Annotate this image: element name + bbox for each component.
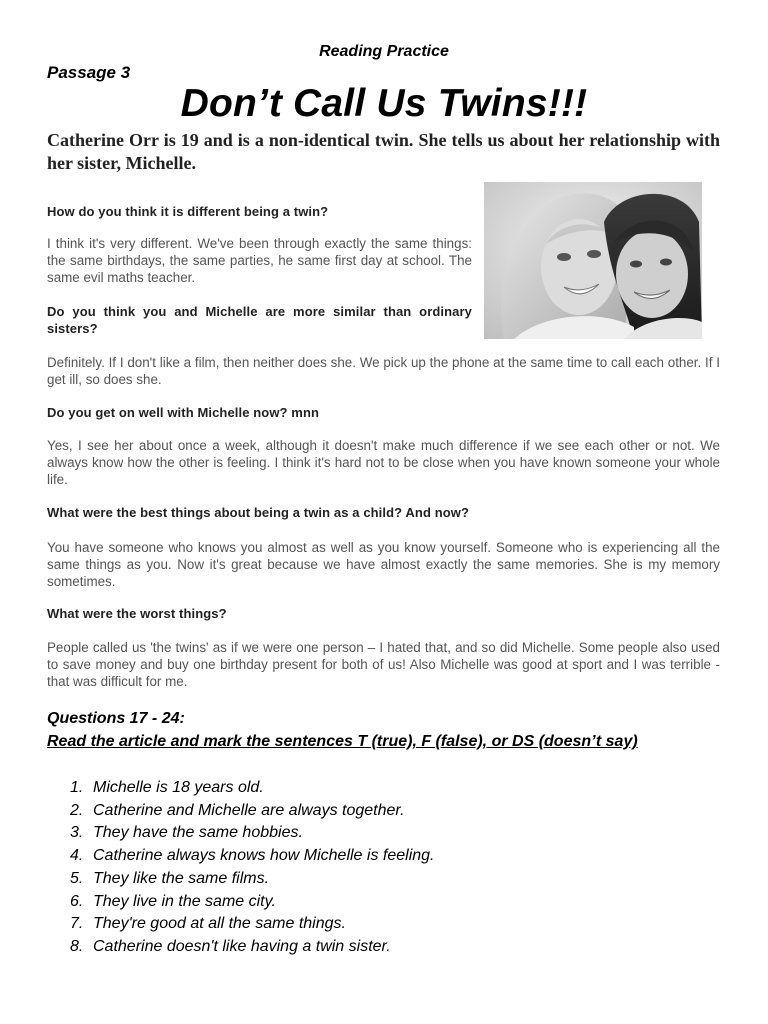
question-item [70,822,435,845]
question-number: 6. [70,892,84,910]
question-item [70,936,435,959]
interview-question-3: Do you get on well with Michelle now? mnn [47,405,320,420]
question-item [70,777,435,800]
header-title: Reading Practice [319,43,449,60]
question-text: They like the same films. [93,869,270,887]
question-number: 5. [70,869,84,887]
interview-question-4: What were the best things about being a twin as a child? And now? [47,505,470,520]
interview-question-2: Do you think you and Michelle are more similar than ordinary sisters? [47,304,472,336]
twin-sisters-photo [484,182,702,339]
passage-label: Passage 3 [47,63,131,82]
question-text: They're good at all the same things. [93,915,346,933]
article-intro: Catherine Orr is 19 and is a non-identical twin. She tells us about her relationship with her sister, Michelle. [47,130,720,173]
question-item [70,868,435,891]
question-text: Michelle is 18 years old. [93,779,264,796]
interview-question-1: How do you think it is different being a twin? [47,204,329,219]
question-number: 8. [70,937,84,955]
interview-answer-2: Definitely. If I don't like a film, then neither does she. We pick up the phone at the same time to call each other. If I get ill, so does she. [47,355,720,387]
question-text: They live in the same city. [93,892,276,910]
question-number: 4. [70,847,84,865]
article-title: Don’t Call Us Twins!!! [180,82,588,125]
question-number: 3. [70,824,84,842]
interview-answer-3: Yes, I see her about once a week, although it doesn't make much difference if we see each other or not. We always know how the other is feeling. I think it's hard not to be close when you have known someone your whole life. [47,438,720,487]
question-item [70,891,435,914]
interview-answer-4: You have someone who knows you almost as well as you know yourself. Someone who is experiencing all the same things as you. Now it's great because we have almost exactly the same memories. She is my memory sometimes. [47,540,720,589]
interview-answer-1: I think it's very different. We've been through exactly the same things: the same birthdays, the same parties, he same first day at school. The same evil maths teacher. [47,236,472,285]
question-text: They have the same hobbies. [93,824,303,842]
questions-title: Questions 17 - 24: [47,710,185,727]
question-list [70,777,435,959]
interview-question-5: What were the worst things? [47,606,227,621]
question-item [70,800,435,823]
question-item [70,845,435,868]
question-number: 2. [70,801,84,819]
interview-answer-5: People called us 'the twins' as if we were one person – I hated that, and so did Michelle. Some people also used to save money and buy one birthday present for both of us! Also Michelle was good at sport and I was terrible - that was difficult for me. [47,640,720,689]
question-text: Catherine and Michelle are always together. [93,801,405,819]
question-number: 1. [70,779,84,796]
questions-instructions: Read the article and mark the sentences T (true), F (false), or DS (doesn’t say) [47,733,638,750]
question-text: Catherine always knows how Michelle is feeling. [93,847,435,865]
question-text: Catherine doesn't like having a twin sister. [93,937,391,955]
question-number: 7. [70,915,84,933]
question-item [70,913,435,936]
